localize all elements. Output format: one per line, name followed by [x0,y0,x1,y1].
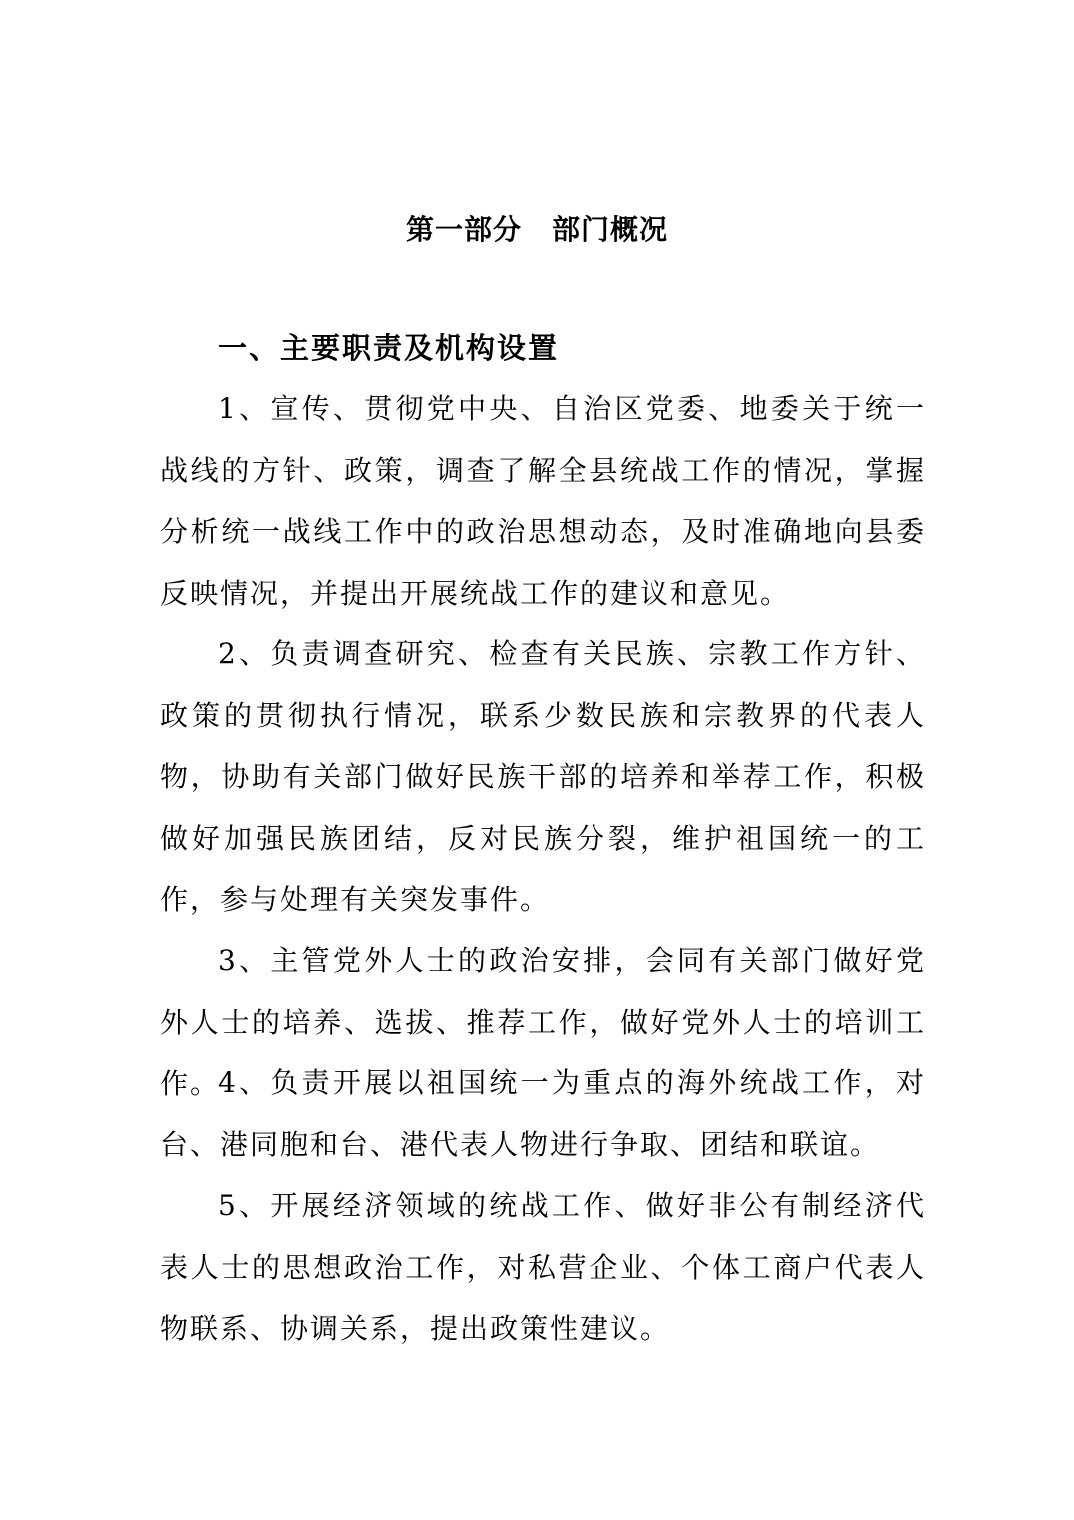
section-heading: 一、主要职责及机构设置 [218,331,560,365]
title-part-name: 部门概况 [552,213,669,246]
title-part-number: 第一部分 [405,213,522,246]
paragraph-1: 1、宣传、贯彻党中央、自治区党委、地委关于统一战线的方针、政策，调查了解全县统战工作的情况，掌握分析统一战线工作中的政治思想动态，及时准确地向县委反映情况，并提出开展统战工作的建议和意见。 [160,392,926,610]
page-title [0,208,1074,248]
paragraph-4: 4、负责开展以祖国统一为重点的海外统战工作，对台、港同胞和台、港代表人物进行争取、团结和联谊。 [160,1066,926,1161]
paragraph-2: 2、负责调查研究、检查有关民族、宗教工作方针、政策的贯彻执行情况，联系少数民族和宗教界的代表人物，协助有关部门做好民族干部的培养和举荐工作，积极做好加强民族团结，反对民族分裂，维护祖国统一的工作，参与处理有关突发事件。 [160,637,926,916]
paragraph-3: 3、主管党外人士的政治安排，会同有关部门做好党外人士的培养、选拔、推荐工作，做好党外人士的培训工作。 [160,944,926,1100]
paragraph-5: 5、开展经济领域的统战工作、做好非公有制经济代表人士的思想政治工作，对私营企业、个体工商户代表人物联系、协调关系，提出政策性建议。 [160,1189,926,1345]
